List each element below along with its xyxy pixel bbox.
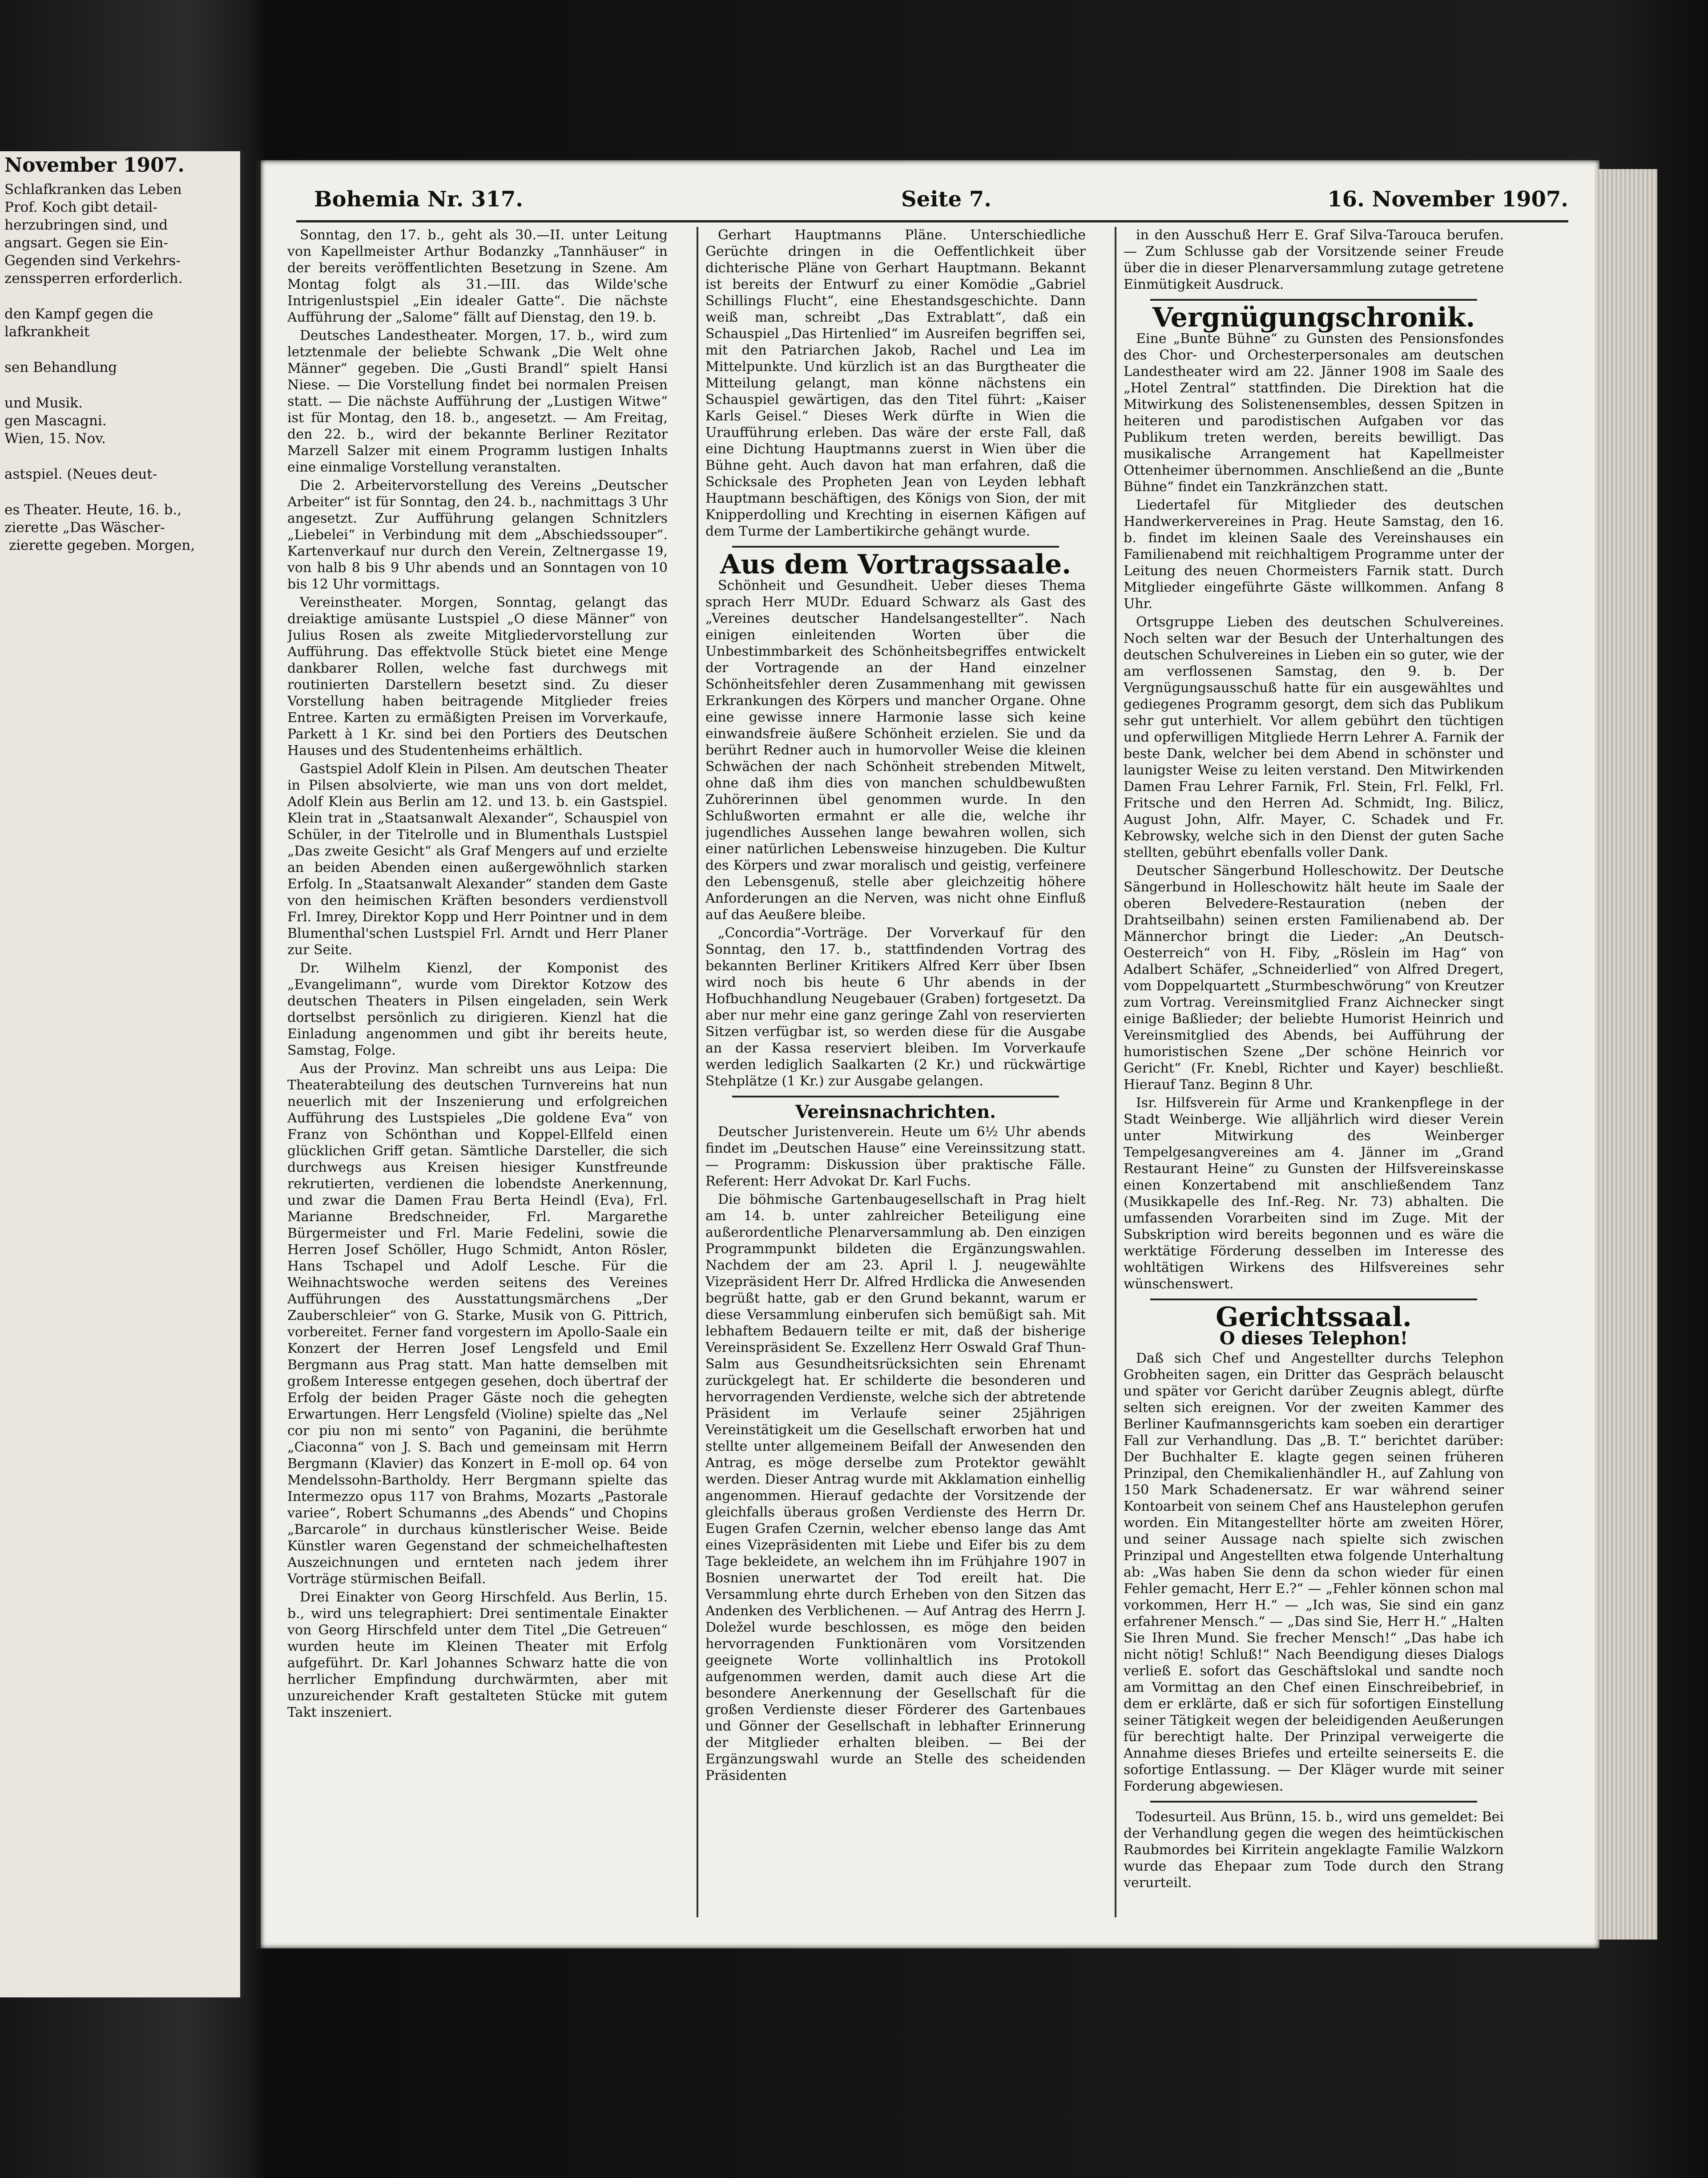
section-rule [732,1096,1059,1097]
article-paragraph: Ortsgruppe Lieben des deutschen Schulvereines. Noch selten war der Besuch der Unterhaltungen des deutschen Schulvereines in Lieben ein so guter, wie der am verflossenen Samstag, den 9. b. Der Vergnügungsausschuß hatte für ein ausgewähltes und gediegenes Programm gesorgt, dem sich das Publikum sehr gut unterhielt. Vor allem gebührt den tüchtigen und opferwilligen Mitgliede Herrn Lehrer A. Farnik der beste Dank, welcher bei dem Abend in schönster und launigster Weise zu leiten verstand. Den Mitwirkenden Damen Frau Lehrer Farnik, Frl. Stein, Frl. Felkl, Frl. Fritsche und den Herren Ad. Schmidt, Ing. Bilicz, August John, Alfr. Mayer, C. Schadek und Fr. Kebrowsky, welche sich in den Dienst der guten Sache stellten, gebührt ebenfalls voller Dank. [1124,614,1504,860]
section-rule [732,546,1059,548]
article-paragraph: Liedertafel für Mitglieder des deutschen Handwerkervereines in Prag. Heute Samstag, den 16. b. findet im kleinen Saale des Vereinshauses ein Familienabend mit reichhaltigem Programme unter der Leitung des neuen Chormeisters Farnik statt. Durch Mitglieder eingeführte Gäste willkommen. Anfang 8 Uhr. [1124,497,1504,612]
article-paragraph: Die 2. Arbeitervorstellung des Vereins „Deutscher Arbeiter“ ist für Sonntag, den 24. b., nachmittags 3 Uhr angesetzt. Zur Aufführung gelangen Schnitzlers „Liebelei“ in Verbindung mit dem „Abschiedssouper“. Kartenverkauf nur durch den Verein, Zeltnergasse 19, von halb 8 bis 9 Uhr abends und an Sonntagen von 10 bis 12 Uhr vormittags. [287,478,668,592]
article-paragraph: Eine „Bunte Bühne“ zu Gunsten des Pensionsfondes des Chor- und Orchesterpersonales am deutschen Landestheater wird am 22. Jänner 1908 im Saale des „Hotel Zentral“ stattfinden. Die Direktion hat die Mitwirkung des Solistenensembles, dessen Spitzen in heiteren und parodistischen Aufgaben vor das Publikum treten werden, bereits bewilligt. Das musikalische Arrangement hat Kapellmeister Ottenheimer übernommen. Anschließend an die „Bunte Bühne“ findet ein Tanzkränzchen statt. [1124,331,1504,495]
article-paragraph: in den Ausschuß Herr E. Graf Silva-Tarouca berufen. — Zum Schlusse gab der Vorsitzende seiner Freude über die in dieser Plenarversammlung zutage getretene Einmütigkeit Ausdruck. [1124,227,1504,292]
article-paragraph: Deutsches Landestheater. Morgen, 17. b., wird zum letztenmale der beliebte Schwank „Die Welt ohne Männer“ gegeben. Die „Gusti Brandl“ spielt Hansi Niese. — Die Vorstellung findet bei normalen Preisen statt. — Die nächste Aufführung der „Lustigen Witwe“ ist für Montag, den 18. b., angesetzt. — Am Freitag, den 22. b., wird der bekannte Berliner Rezitator Marzell Salzer mit einem Programm lustigen Inhalts eine einmalige Vorstellung veranstalten. [287,328,668,475]
column-1 [287,227,668,1917]
running-head-left: Bohemia Nr. 317. [314,187,523,212]
article-paragraph: Die böhmische Gartenbaugesellschaft in Prag hielt am 14. b. unter zahlreicher Beteiligung eine außerordentliche Plenarversammlung ab. Den einzigen Programmpunkt bildeten die Ergänzungswahlen. Nachdem der am 23. April l. J. neugewählte Vizepräsident Herr Dr. Alfred Hrdlicka die Anwesenden begrüßt hatte, gab er den Grund bekannt, warum er diese Versammlung einberufen sich bemüßigt sah. Mit lebhaftem Bedauern teilte er mit, daß der bisherige Vereinspräsident Se. Exzellenz Herr Oswald Graf Thun-Salm aus Gesundheitsrücksichten sein Ehrenamt zurückgelegt hat. Er schilderte die besonderen und hervorragenden Verdienste, welche sich der abtretende Präsident im Verlaufe seiner 25jährigen Vereinstätigkeit um die Gesellschaft erworben hat und stellte unter allgemeinem Beifall der Anwesenden den Antrag, es möge derselbe zum Protektor gewählt werden. Dieser Antrag wurde mit Akklamation einhellig angenommen. Hierauf gedachte der Vorsitzende der gleichfalls überaus großen Verdienste des Herrn Dr. Eugen Grafen Czernin, welcher ebenso lange das Amt eines Vizepräsidenten mit Liebe und Eifer bis zu dem Tage bekleidete, an welchem ihn im Frühjahre 1907 in Bosnien unerwartet der Tod ereilt hat. Die Versammlung ehrte durch Erheben von den Sitzen das Andenken des Verblichenen. — Auf Antrag des Herrn J. Doležel wurde beschlossen, es möge den beiden hervorragenden Funktionären vom Vorsitzenden geeignete Worte vollinhaltlich ins Protokoll aufgenommen werden, damit auch diese Art die besondere Anerkennung der Gesellschaft für die großen Verdienste dieser Förderer des Gartenbaues und Gönner der Gesellschaft in lebhafter Erinnerung der Mitglieder erhalten bleiben. — Bei der Ergänzungswahl wurde an Stelle des scheidenden Präsidenten [705,1192,1086,1783]
article-paragraph: Gastspiel Adolf Klein in Pilsen. Am deutschen Theater in Pilsen absolvierte, wie man uns von dort meldet, Adolf Klein aus Berlin am 12. und 13. b. ein Gastspiel. Klein trat in „Staatsanwalt Alexander“, Schauspiel von Schüler, in der Titelrolle und in Blumenthals Lustspiel „Das zweite Gesicht“ als Graf Mengers auf und erzielte an beiden Abenden einen außergewöhnlich starken Erfolg. In „Staatsanwalt Alexander“ standen dem Gaste von den heimischen Kräften besonders verdienstvoll Frl. Imrey, Direktor Kopp und Herr Pointner und in dem Blumenthal'schen Lustspiel Frl. Arndt und Herr Planer zur Seite. [287,761,668,958]
column-rule [697,227,698,1917]
article-paragraph: Sonntag, den 17. b., geht als 30.—II. unter Leitung von Kapellmeister Arthur Bodanzky „Tannhäuser“ in der bereits veröffentlichten Besetzung in Szene. Am Montag folgt als 31.—III. das Wilde'sche Intrigenlustspiel „Ein idealer Gatte“. Die nächste Aufführung der „Salome“ fällt auf Dienstag, den 19. b. [287,227,668,325]
article-title-telephon: O dieses Telephon! [1219,1328,1408,1349]
article-paragraph: Deutscher Sängerbund Holleschowitz. Der Deutsche Sängerbund in Holleschowitz hält heute im Saale der oberen Belvedere-Restauration (neben der Drahtseilbahn) seinen ersten Familienabend ab. Der Männerchor bringt die Lieder: „An Deutsch-Oesterreich“ von H. Fiby, „Röslein im Hag“ von Adalbert Schäfer, „Schneiderlied“ von Alfred Dregert, vom Doppelquartett „Sturmbeschwörung“ von Kreutzer zum Vortrag. Vereinsmitglied Franz Aichnecker singt einige Baßlieder; der beliebte Humorist Heinrich und Vereinsmitglied des Abends, bei Aufführung der humoristischen Szene „Der schöne Heinrich vor Gericht“ (Fr. Knebl, Richter und Kayer) beschließt. Hierauf Tanz. Beginn 8 Uhr. [1124,863,1504,1093]
column-2 [705,227,1086,1917]
running-head-center: Seite 7. [901,187,991,212]
header-rule [296,220,1568,222]
left-page-fragment [0,151,244,1997]
running-head [287,187,1568,214]
article-paragraph: „Concordia“-Vorträge. Der Vorverkauf für den Sonntag, den 17. b., stattfindenden Vortrag des bekannten Berliner Kritikers Alfred Kerr über Ibsen wird noch bis heute 6 Uhr abends in der Hofbuchhandlung Neugebauer (Graben) fortgesetzt. Da aber nur mehr eine ganz geringe Zahl von reservierten Sitzen verfügbar ist, so werden diese für die Ausgabe an der Kassa reserviert bleiben. Im Vorverkaufe werden lediglich Saalkarten (2 Kr.) und rückwärtige Stehplätze (1 Kr.) zur Ausgabe gelangen. [705,925,1086,1089]
section-rule [1150,1299,1477,1300]
section-heading-vortragssaale: Aus dem Vortragssaale. [720,549,1072,580]
section-heading-vergnuegungschronik: Vergnügungschronik. [1152,302,1475,333]
article-paragraph: Dr. Wilhelm Kienzl, der Komponist des „Evangelimann“, wurde vom Direktor Kotzow des deutschen Theaters in Pilsen eingeladen, sein Werk dortselbst persönlich zu dirigieren. Kienzl hat die Einladung angenommen und gibt ihr bereits heute, Samstag, Folge. [287,960,668,1058]
section-heading-vereinsnachrichten: Vereinsnachrichten. [795,1101,996,1122]
column-rule [1115,227,1116,1917]
article-paragraph: Drei Einakter von Georg Hirschfeld. Aus Berlin, 15. b., wird uns telegraphiert: Drei sentimentale Einakter von Georg Hirschfeld unter dem Titel „Die Getreuen“ wurden heute im Kleinen Theater mit Erfolg aufgeführt. Dr. Karl Johannes Schwarz hatte die von herrlicher Empfindung durchwärmten, aber mit unzureichender Kraft gestalteten Stücke mit gutem Takt inszeniert. [287,1589,668,1720]
article-paragraph: Gerhart Hauptmanns Pläne. Unterschiedliche Gerüchte dringen in die Oeffentlichkeit über dichterische Pläne von Gerhart Hauptmann. Bekannt ist bereits der Entwurf zu einer Komödie „Gabriel Schillings Flucht“, eine Ehestandsgeschichte. Dann weiß man, schreibt „Das Extrablatt“, daß ein Schauspiel „Das Hirtenlied“ im Ausreifen begriffen sei, mit den Patriarchen Jakob, Rachel und Lea im Mittelpunkte. Und kürzlich ist an das Burgtheater die Mitteilung gelangt, man könne nächstens ein Schauspiel gewärtigen, das den Titel führt: „Kaiser Karls Geisel.“ Dieses Werk dürfte in Wien die Uraufführung erleben. Das wäre der erste Fall, daß eine Dichtung Hauptmanns zuerst in Wien über die Bühne geht. Auch davon hat man erfahren, daß die Schicksale des Propheten Jean von Leyden lebhaft Hauptmann beschäftigen, des Königs von Sion, der mit Knipperdolling und Krechting in eisernen Käfigen auf dem Turme der Lambertikirche gehängt wurde. [705,227,1086,539]
book-page-edges [1595,169,1657,1940]
article-paragraph: Aus der Provinz. Man schreibt uns aus Leipa: Die Theaterabteilung des deutschen Turnvereins hat nun neuerlich mit der Inszenierung und erfolgreichen Aufführung des Lustspieles „Die goldene Eva“ von Franz von Schönthan und Koppel-Ellfeld einen glücklichen Griff getan. Sämtliche Darsteller, die sich durchwegs aus Kreisen hiesiger Kunstfreunde rekrutierten, verdienen die lobendste Anerkennung, und zwar die Damen Frau Berta Heindl (Eva), Frl. Marianne Bredschneider, Frl. Margarethe Bürgermeister und Frl. Marie Fedelini, sowie die Herren Josef Schöller, Hugo Schmidt, Anton Rösler, Hans Tschapel und Adolf Lesche. Für die Weihnachtswoche werden seitens des Vereines Aufführungen des Ausstattungsmärchens „Der Zauberschleier“ von G. Starke, Musik von G. Pittrich, vorbereitet. Ferner fand vorgestern im Apollo-Saale ein Konzert der Herren Josef Lengsfeld und Emil Bergmann aus Prag statt. Man hatte demselben mit großem Interesse entgegen gesehen, doch übertraf der Erfolg der beiden Prager Gäste noch die gehegten Erwartungen. Herr Lengsfeld (Violine) spielte das „Nel cor piu non mi sento“ von Paganini, die berühmte „Ciaconna“ von J. S. Bach und gemeinsam mit Herrn Bergmann (Klavier) das Konzert in E-moll op. 64 von Mendelssohn-Bartholdy. Herr Bergmann spielte das Intermezzo opus 117 von Brahms, Mozarts „Pastorale variee“, Robert Schumanns „des Abends“ und Chopins „Barcarole“ in durchaus künstlerischer Weise. Beide Künstler waren Gegenstand der schmeichelhaftesten Auszeichnungen und ernteten nach jedem ihrer Vorträge stürmischen Beifall. [287,1061,668,1587]
section-rule [1150,1801,1477,1803]
left-page-header: November 1907. [4,154,185,177]
newspaper-page [256,160,1599,1948]
article-paragraph: Isr. Hilfsverein für Arme und Krankenpflege in der Stadt Weinberge. Wie alljährlich wird dieser Verein unter Mitwirkung des Weinberger Tempelgesangvereines am 4. Jänner im „Grand Restaurant Heine“ zu Gunsten der Hilfsvereinskasse einen Konzertabend mit anschließendem Tanz (Musikkapelle des Inf.-Reg. Nr. 73) abhalten. Die umfassenden Vorarbeiten sind im Zuge. Mit der Subskription wird bereits begonnen und es wäre die werktätige Förderung desselben im Interesse des wohltätigen Wirkens des Hilfsvereines sehr wünschenswert. [1124,1095,1504,1292]
column-3 [1124,227,1504,1917]
section-rule [1150,299,1477,301]
article-paragraph: Daß sich Chef und Angestellter durchs Telephon Grobheiten sagen, ein Dritter das Gespräch belauscht und später vor Gericht darüber Zeugnis ablegt, dürfte selten sich ereignen. Vor der zweiten Kammer des Berliner Kaufmannsgerichts kam soeben ein derartiger Fall zur Verhandlung. Das „B. T.“ berichtet darüber: Der Buchhalter E. klagte gegen seinen früheren Prinzipal, den Chemikalienhändler H., auf Zahlung von 150 Mark Schadenersatz. Er war während seiner Kontoarbeit von seinem Chef ans Haustelephon gerufen worden. Ein Mitangestellter hörte am zweiten Hörer, und seiner Aussage nach spielte sich zwischen Prinzipal und Angestellten etwa folgende Unterhaltung ab: „Was haben Sie denn da schon wieder für einen Fehler gemacht, Herr E.?“ — „Fehler können schon mal vorkommen, Herr H.“ — „Ich was, Sie sind ein ganz erfahrener Mensch.“ — „Das sind Sie, Herr H.“ „Halten Sie Ihren Mund. Sie frecher Mensch!“ „Das habe ich nicht nötig! Schluß!“ Nach Beendigung dieses Dialogs verließ E. sofort das Geschäftslokal und sandte noch am Vormittag an den Chef einen Einschreibebrief, in dem er erklärte, daß er sich für sofortigen Einstellung seiner Tätigkeit wegen der beleidigenden Aeußerungen für berechtigt halte. Der Prinzipal verweigerte die Annahme dieses Briefes und erteilte seinerseits E. die sofortige Entlassung. — Der Kläger wurde mit seiner Forderung abgewiesen. [1124,1351,1504,1794]
article-paragraph: Todesurteil. Aus Brünn, 15. b., wird uns gemeldet: Bei der Verhandlung gegen die wegen des heimtückischen Raubmordes bei Kirritein angeklagte Familie Walzkorn wurde das Ehepaar zum Tode durch den Strang verurteilt. [1124,1809,1504,1891]
article-paragraph: Vereinstheater. Morgen, Sonntag, gelangt das dreiaktige amüsante Lustspiel „O diese Männer“ von Julius Rosen als zweite Mitgliedervorstellung zur Aufführung. Das effektvolle Stück bietet eine Menge dankbarer Rollen, welche fast durchwegs mit routinierten Darstellern besetzt sind. Zu dieser Vorstellung haben beitragende Mitglieder freies Entree. Karten zu ermäßigten Preisen im Vorverkaufe, Parkett à 1 Kr. sind bei den Portiers des Deutschen Hauses und des Studentenheims erhältlich. [287,595,668,758]
section-heading-gerichtssaal: Gerichtssaal. [1216,1302,1412,1333]
left-page-body: Schlafkranken das Leben Prof. Koch gibt detail- herzubringen sind, und angsart. Gegen sie Ein- Gegenden sind Verkehrs- zenssperren erforderlich. den Kampf gegen die lafkrankheit sen Behandlung und Musik. gen Mascagni. Wien, 15. Nov. astspiel. (Neues deut- es Theater. Heute, 16. b., zierette „Das Wäscher- zierette gegeben. Morgen, [4,182,195,553]
article-paragraph: Schönheit und Gesundheit. Ueber dieses Thema sprach Herr MUDr. Eduard Schwarz als Gast des „Vereines deutscher Handelsangestellter“. Nach einigen einleitenden Worten über die Unbestimmbarkeit des Schönheitsbegriffes entwickelt der Vortragende an der Hand einzelner Schönheitsfehler deren Zusammenhang mit gewissen Erkrankungen des Körpers und mancher Organe. Ohne eine gewisse innere Harmonie lasse sich keine einwandsfreie äußere Schönheit erzielen. Sie und da berührt Redner auch in humorvoller Weise die kleinen Schwächen der nach Schönheit strebenden Mitwelt, ohne daß ihm dies von manchen schuldbewußten Zuhörerinnen übel genommen wurde. In den Schlußworten ermahnt er alle die, welche ihr jugendliches Aussehen lange bewahren wollen, sich einer natürlichen Lebensweise hinzugeben. Die Kultur des Körpers und zwar moralisch und geistig, verfeinere den Lebensgenuß, stelle aber gleichzeitig höhere Anforderungen an die Nerven, was nicht ohne Einfluß auf das Aeußere bleibe. [705,578,1086,923]
running-head-right: 16. November 1907. [1327,187,1568,212]
left-page-text [0,151,240,560]
article-paragraph: Deutscher Juristenverein. Heute um 6½ Uhr abends findet im „Deutschen Hause“ eine Vereinssitzung statt. — Programm: Diskussion über praktische Fälle. Referent: Herr Advokat Dr. Karl Fuchs. [705,1124,1086,1189]
